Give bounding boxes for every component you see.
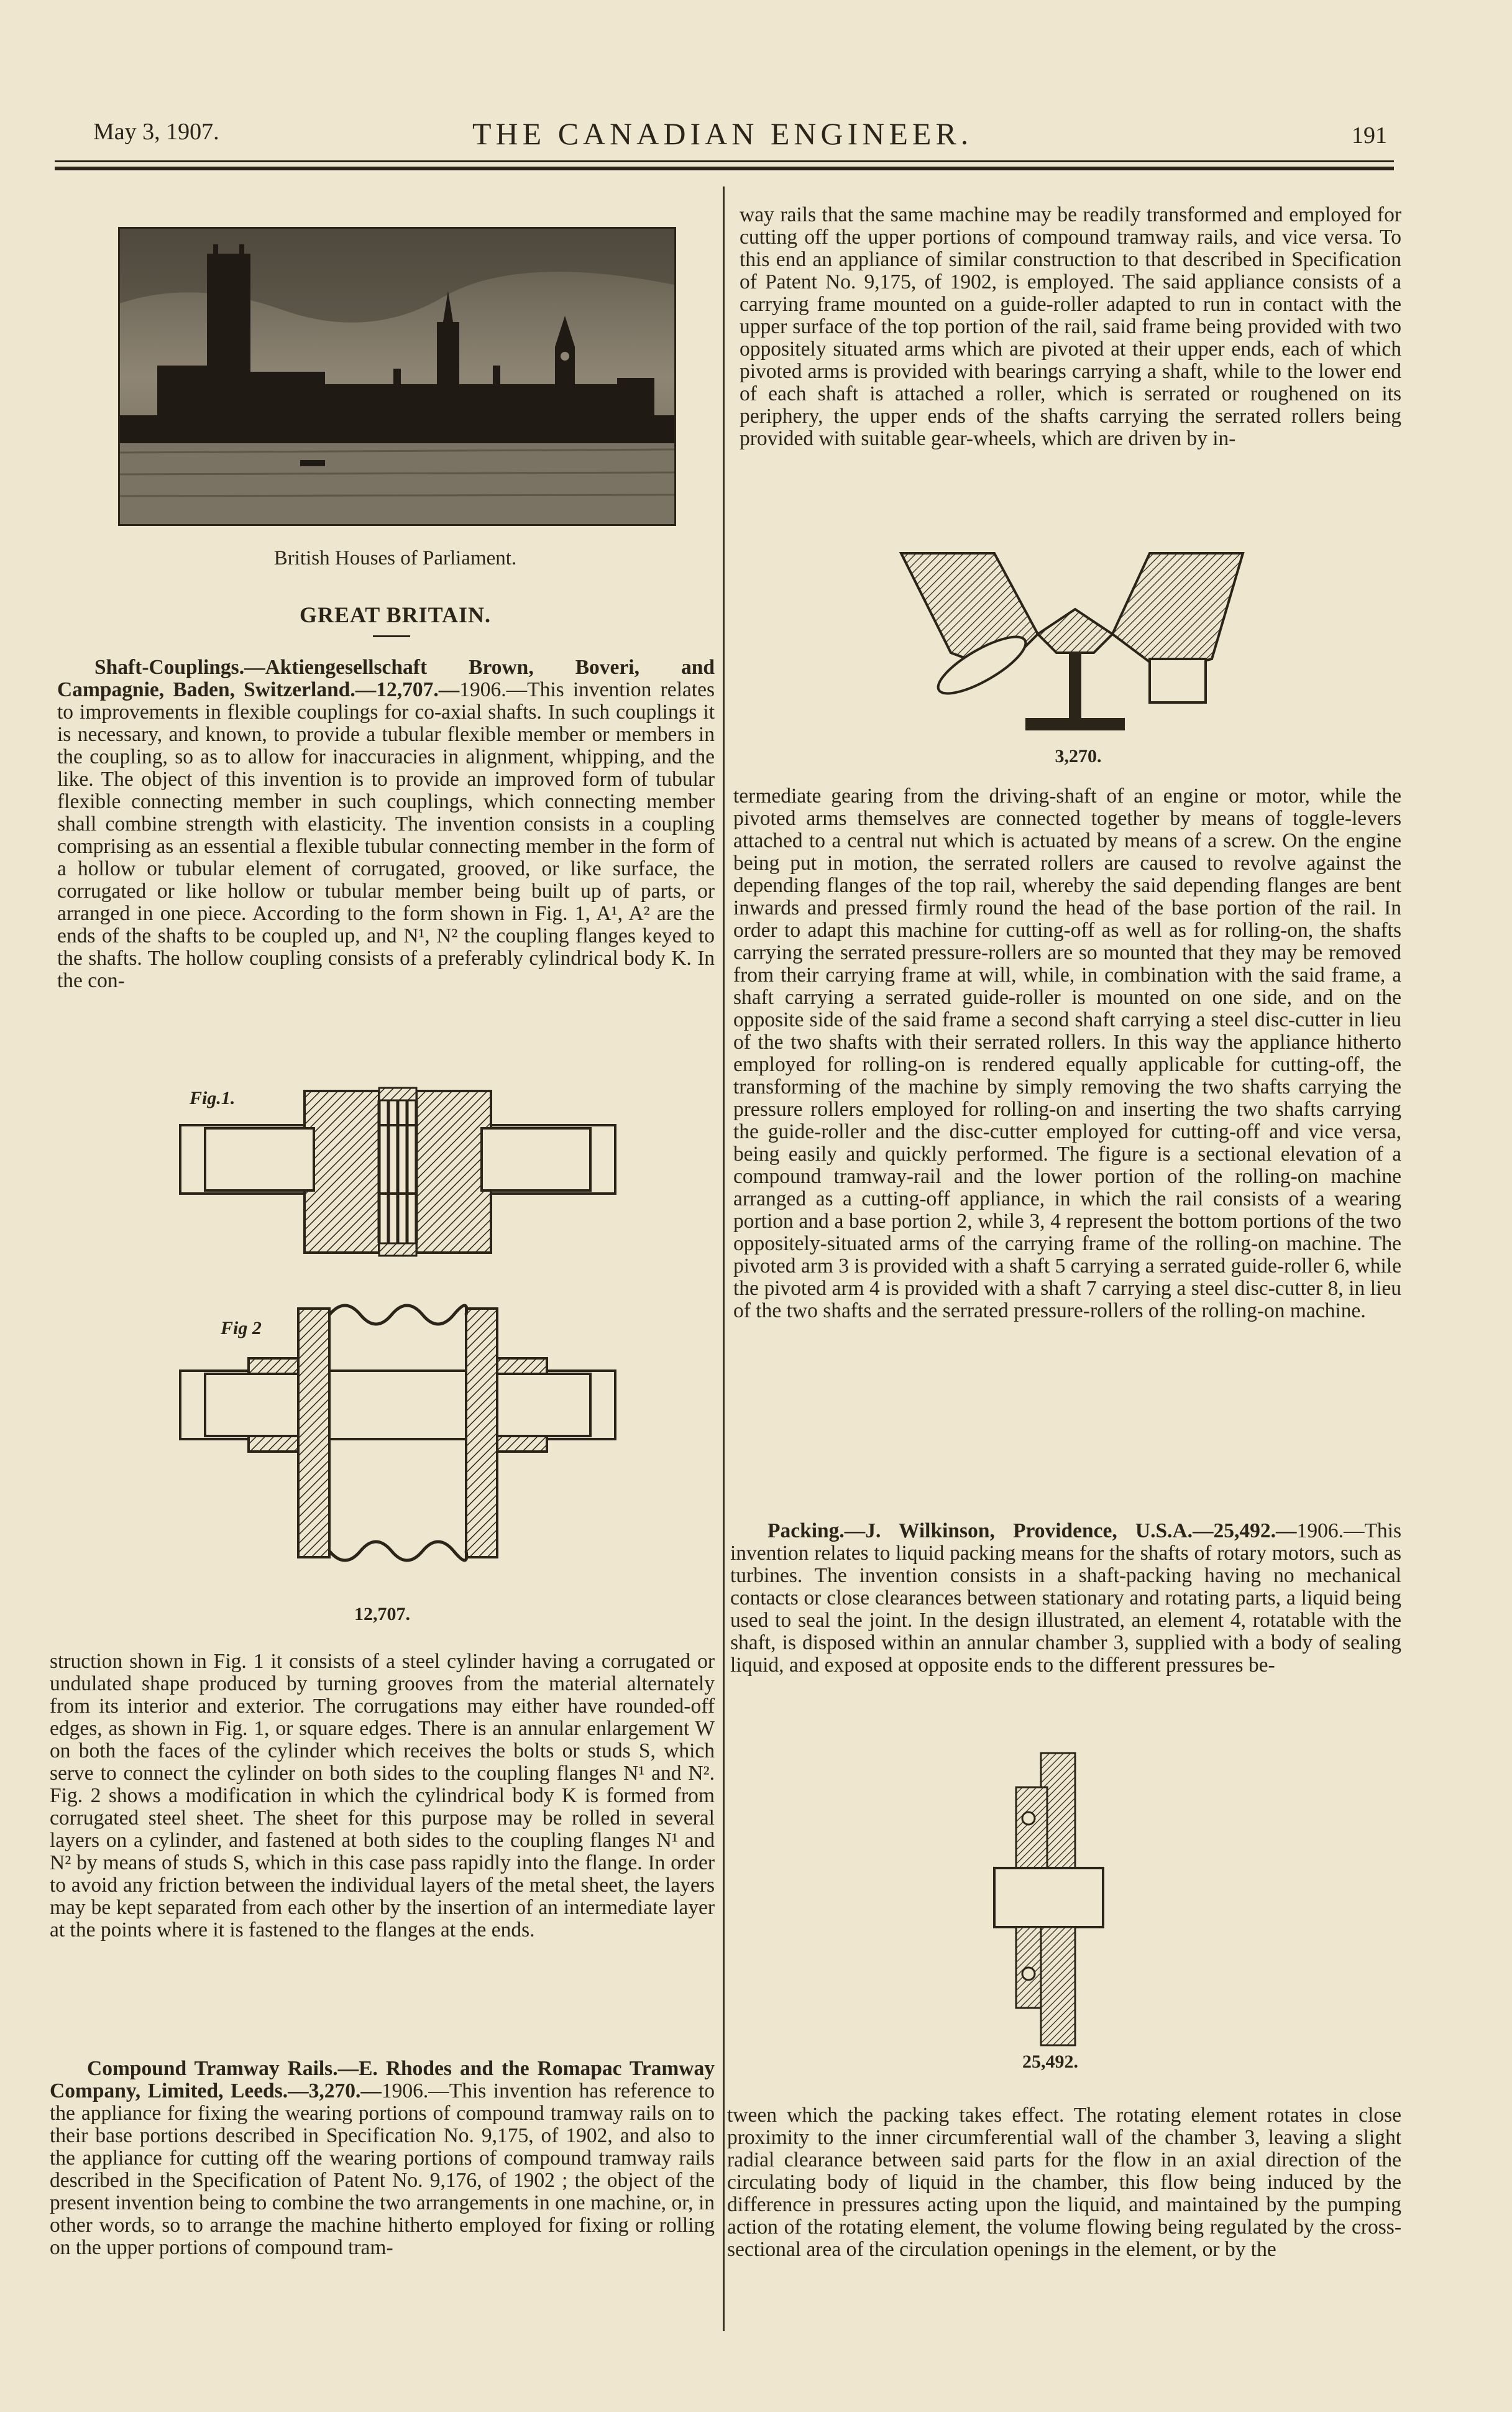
article-shaft-couplings-part1 xyxy=(57,656,715,992)
header-rule-thin xyxy=(55,160,1394,162)
article-text: way rails that the same machine may be readily transformed and employed for cutting off the upper portions of compound tramway rails, and vice versa. To this end an appliance of similar construction to that described in Specification of Patent No. 9,175, of 1902, is employed. The said appliance consists of a carrying frame mounted on a guide-roller adapted to run in contact with the upper surface of the top portion of the rail, said frame being provided with two oppositely situated arms which are pivoted at their upper ends, each of which pivoted arms is provided with bearings carrying a shaft, while to the lower end of each shaft is attached a roller, which is serrated or roughened on its periphery, the upper ends of the shafts carrying the serrated rollers being provided with suitable gear-wheels, which are driven by in- xyxy=(740,203,1401,450)
article-heading: Shaft-Couplings.—Aktiengesellschaft Brown, Boveri, and Campagnie, Baden, Switzerland.—12,707.— xyxy=(57,656,715,701)
article-heading: Packing.—J. Wilkinson, Providence, U.S.A.—25,492.— xyxy=(767,1519,1297,1542)
article-text: 1906.—This invention relates to improvements in flexible couplings for co-axial shafts. In such couplings it is necessary, and known, to provide a tubular flexible member or members in the coupling, so as to allow for inaccuracies in alignment, whipping, and the like. The object of this invention is to provide an improved form of tubular flexible connecting member in such couplings, which connecting member shall combine strength with elasticity. The invention consists in a coupling comprising as an essential a flexible tubular connecting member in the form of a hollow or tubular element of corrugated, grooved, or like surface, the corrugated or like hollow or tubular member being built up of parts, or arranged in one piece. According to the form shown in Fig. 1, A¹, A² are the ends of the shafts to be coupled up, and N¹, N² the coupling flanges keyed to the shafts. The hollow coupling consists of a preferably cylindrical body K. In the con- xyxy=(57,678,715,992)
header-rule-thick xyxy=(55,167,1394,170)
article-tramway-rails-part2 xyxy=(740,204,1401,450)
photo-caption: British Houses of Parliament. xyxy=(273,547,517,569)
packing-figure xyxy=(982,1750,1125,2048)
journal-title: THE CANADIAN ENGINEER. xyxy=(472,116,973,151)
fig1-label: Fig.1. xyxy=(190,1088,236,1108)
fig-3270-caption: 3,270. xyxy=(1055,746,1102,766)
article-tramway-rails-part3 xyxy=(733,785,1401,1322)
article-text: 1906.—This invention relates to liquid packing means for the shafts of rotary motors, such as turbines. The invention consists in a shaft-packing having no mechanical contacts or close clearances between stationary and rotating parts, a liquid being used to seal the joint. In the design illustrated, an element 4, rotatable with the shaft, is disposed within an annular chamber 3, supplied with a body of sealing liquid, and exposed at opposite ends to the different pressures be- xyxy=(730,1519,1401,1677)
fig-12707-caption: 12,707. xyxy=(354,1604,410,1624)
issue-date: May 3, 1907. xyxy=(93,119,219,145)
article-shaft-couplings-part2 xyxy=(50,1650,715,1941)
article-text: 1906.—This invention has reference to the appliance for fixing the wearing portions of compound tramway rails on to their base portions described in Specification No. 9,175, of 1902, and also to the appliance for cutting off the wearing portions of compound tramway rails described in the Specification of Patent No. 9,176, of 1902 ; the object of the present invention being to combine the two arrangements in one machine, or, in other words, so to arrange the machine hitherto employed for fixing or rolling on the upper portions of compound tram- xyxy=(50,2079,715,2259)
article-heading: Compound Tramway Rails.—E. Rhodes and the Romapac Tramway Company, Limited, Leeds.—3,270.— xyxy=(50,2057,715,2102)
article-text: tween which the packing takes effect. The rotating element rotates in close proximity to the inner circumferential wall of the chamber 3, leaving a slight radial clearance between said parts for the flow in an axial direction of the circulating body of liquid in the chamber, this flow being induced by the difference in pressures acting upon the liquid, and maintained by the pumping action of the rotating element, the volume flowing being regulated by the cross-sectional area of the circulation openings in the element, or by the xyxy=(727,2104,1401,2261)
fig2-label: Fig 2 xyxy=(221,1318,262,1338)
parliament-photo xyxy=(118,227,676,526)
tramway-rail-figure xyxy=(889,541,1274,746)
article-packing-part2 xyxy=(727,2104,1401,2261)
column-divider xyxy=(723,186,725,2331)
article-text: struction shown in Fig. 1 it consists of a steel cylinder having a corrugated or undulated shape produced by turning grooves from the material alternately from its interior and exterior. The corrugations may either have rounded-off edges, as shown in Fig. 1, or square edges. There is an annular enlargement W on both the faces of the cylinder which receives the bolts or studs S, which serve to connect the cylinder on both sides to the coupling flanges N¹ and N². Fig. 2 shows a modification in which the cylindrical body K is formed from corrugated steel sheet. The sheet for this purpose may be rolled in several layers on a cylinder, and fastened at both sides to the coupling flanges N¹ and N² by means of studs S, which in this case pass rapidly into the flange. In order to avoid any friction between the individual layers of the metal sheet, the layers may be kept separated from each other by the insertion of an intermediate layer at the points where it is fastened to the flanges at the ends. xyxy=(50,1650,715,1941)
article-text: termediate gearing from the driving-shaft of an engine or motor, while the pivoted arms themselves are connected together by means of toggle-levers attached to a central nut which is actuated by means of a screw. On the engine being put in motion, the serrated rollers are caused to revolve against the depending flanges of the top rail, whereby the said depending flanges are bent inwards and pressed firmly round the head of the base portion of the rail. In order to adapt this machine for cutting-off as well as for rolling-on, the shafts carrying the serrated pressure-rollers are so mounted that they may be removed from their carrying frame at will, while, in combination with the said frame, a shaft carrying a serrated guide-roller is mounted on one side, and on the opposite side of the said frame a second shaft carrying a steel disc-cutter in lieu of the two shafts with their serrated rollers. In this way the appliance hitherto employed for rolling-on is rendered equally applicable for cutting-off, the transforming of the machine by simply removing the two shafts carrying the pressure rollers employed for rolling-on and inserting the two shafts carrying the guide-roller and the disc-cutter employed for cutting-off and vice versa, being easily and quickly performed. The figure is a sectional elevation of a compound tramway-rail and the lower portion of the rolling-on machine arranged as a cutting-off appliance, in which the rail consists of a wearing portion and a base portion 2, while 3, 4 represent the bottom portions of the two oppositely-situated arms of the carrying frame of the rolling-on machine. The pivoted arm 3 is provided with a shaft 5 carrying a serrated guide-roller 6, while the pivoted arm 4 is provided with a shaft 7 carrying a steel disc-cutter 8, in lieu of the two shafts and the serrated pressure-rollers of the rolling-on machine. xyxy=(733,785,1401,1322)
fig-25492-caption: 25,492. xyxy=(1022,2051,1078,2072)
page-number: 191 xyxy=(1352,122,1387,149)
article-tramway-rails-part1 xyxy=(50,2058,715,2259)
article-packing-part1 xyxy=(730,1520,1401,1677)
section-rule xyxy=(373,635,410,637)
section-heading: GREAT BRITAIN. xyxy=(299,602,492,627)
